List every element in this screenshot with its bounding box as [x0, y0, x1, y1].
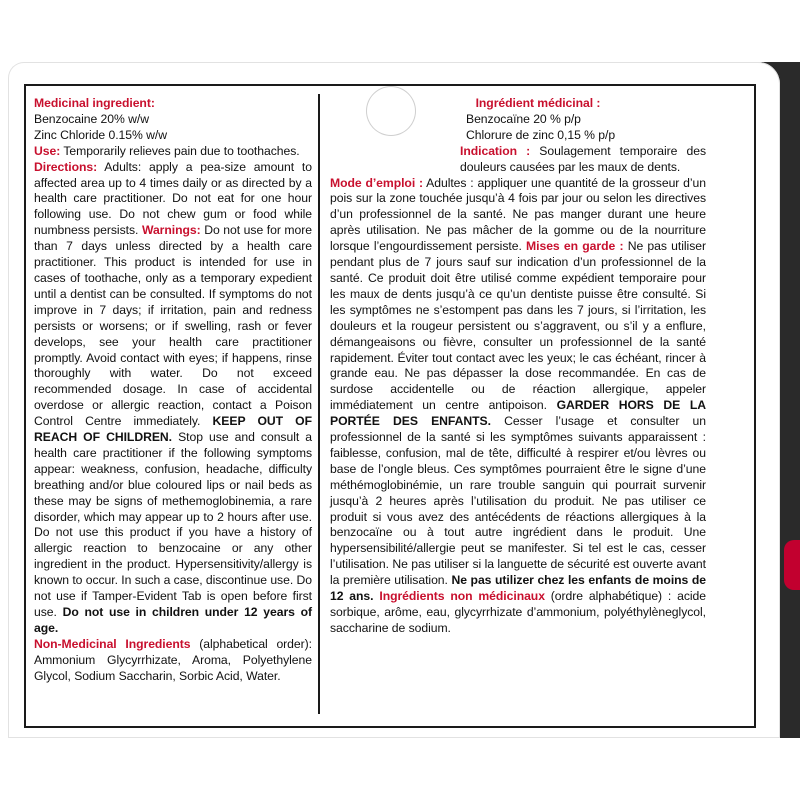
non-medicinal-paragraph	[34, 637, 312, 685]
non-medicinal-text-fr: (ordre alphabétique) : acide sorbique, arôme, eau, glycyrrhizate d’ammonium, polyéthylèneglycol, saccharine de sodium.	[330, 589, 706, 635]
mode-paragraph-fr	[330, 176, 706, 637]
stop-use-text: Stop use and consult a health care practitioner if the following symptoms appear: weakness, confusion, headache, difficulty breathing and/or blue coloured lips or nail beds as these may be signs of methemoglobinemia, a rare disorder, which may appear up to 2 hours after use. Do not use this product if you have a history of allergic reaction to benzocaine or any other ingredient in the product. Hypersensitivity/allergy is known to occur. In such a case, discontinue use. Do not use if Tamper-Evident Tab is open before first use.	[34, 430, 313, 619]
use-text: Temporarily relieves pain due to toothaches.	[60, 143, 300, 158]
children-warning: Do not use in children under 12 years of age.	[34, 605, 312, 635]
mode-label-fr: Mode d’emploi :	[330, 175, 423, 190]
mises-text-fr: Ne pas utiliser pendant plus de 7 jours sauf sur indication d’un professionnel de la santé. Ce produit doit être utilisé comme expédient temporaire pour les maux de dents jusqu’à ce qu’un dentiste puisse être consulté. Si les symptômes ne s’estompent pas dans les 7 jours, si l’irritation, les douleurs et la rougeur persistent ou s’aggravent, ou s’il y a enflure, démangeaisons ou fièvre, consulter un professionnel de la santé rapidement. Éviter tout contact avec les yeux; le cas échéant, rincer à grande eau. Ne pas dépasser la dose recommandée. En cas de surdose accidentelle ou de réaction allergique, appeler immédiatement un centre antipoison.	[330, 239, 706, 413]
directions-text: Adults: apply a pea-size amount to affected area up to 4 times daily or as directed by a health care practitioner. Do not eat for one hour following use. Do not chew gum or food while numbness persists.	[34, 159, 312, 238]
children-warning-fr: Ne pas utilizer chez les enfants de moins de 12 ans.	[330, 573, 706, 604]
stop-use-text-fr: Cesser l’usage et consulter un professionnel de la santé si les symptômes suivants apparaissent : faiblesse, confusion, mal de tête, difficulté à respirer et/ou lèvres ou base de l’ongle bleus. Ces symptômes pourraient être le signe d’une méthémoglobinémie, un rare trouble sanguin qui pourrait survenir jusqu’à 2 heures après l’utilisation du produit. Ne pas utiliser ce produit si vous avez des antécédents de réactions allergiques à la benzocaïne ou à tout autre ingrédient dans le produit. Une hypersensibilité/allergie peut se manifester. Si tel est le cas, cesser l’utilisation. Ne pas utiliser si la languette de sécurité est ouverte avant la première utilisation.	[330, 414, 706, 588]
mode-text-fr: Adultes : appliquer une quantité de la grosseur d’un pois sur la zone touchée jusqu’à 4 fois par jour ou selon les directives d’un professionnel de la santé. Ne pas manger durant une heure après utilisation. Ne pas mâcher de la gomme ou de la nourriture lorsque l’engourdissement persiste.	[330, 175, 706, 254]
english-column	[34, 96, 312, 685]
use-paragraph	[34, 144, 312, 160]
use-label: Use:	[34, 143, 61, 158]
directions-label: Directions:	[34, 159, 98, 174]
keep-out-of-reach: KEEP OUT OF REACH OF CHILDREN.	[34, 414, 312, 445]
column-divider	[318, 94, 320, 714]
non-medicinal-label: Non-Medicinal Ingredients	[34, 636, 191, 651]
ingredient-zinc-fr: Chlorure de zinc 0,15 % p/p	[466, 127, 616, 142]
ingredient-zinc-chloride: Zinc Chloride 0.15% w/w	[34, 127, 167, 142]
non-medicinal-label-fr: Ingrédients non médicinaux	[379, 589, 545, 604]
indication-paragraph-fr	[330, 144, 706, 176]
indication-label-fr: Indication :	[460, 143, 531, 158]
non-medicinal-text: (alphabetical order): Ammonium Glycyrrhizate, Aroma, Polyethylene Glycol, Sodium Saccharin, Sorbic Acid, Water.	[34, 636, 312, 683]
indication-text-fr: Soulagement temporaire des douleurs causées par les maux de dents.	[460, 143, 706, 174]
directions-paragraph	[34, 160, 312, 637]
ingredient-benzocaine: Benzocaine 20% w/w	[34, 111, 149, 126]
keep-out-of-reach-fr: GARDER HORS DE LA PORTÉE DES ENFANTS.	[330, 398, 706, 429]
box-red-edge	[784, 540, 800, 590]
mises-label-fr: Mises en garde :	[526, 239, 624, 254]
ingredient-medicinal-heading-fr: Ingrédient médicinal :	[475, 96, 601, 110]
medicinal-ingredient-heading: Medicinal ingredient:	[34, 96, 155, 110]
french-column	[330, 96, 706, 637]
ingredient-benzocaine-fr: Benzocaïne 20 % p/p	[466, 111, 581, 126]
warnings-text: Do not use for more than 7 days unless directed by a health care practitioner. This product is intended for use in cases of toothache, only as a temporary expedient until a dentist can be consulted. If symptoms do not improve in 7 days; if irritation, pain and redness persists or worsens; or if swelling, rash or fever develops, see your health care practitioner promptly. Avoid contact with eyes; if happens, rinse thoroughly with water. Do not exceed recommended dosage. In case of accidental overdose or allergic reaction, contact a Poison Control Centre immediately.	[34, 223, 312, 429]
warnings-label: Warnings:	[141, 223, 201, 238]
